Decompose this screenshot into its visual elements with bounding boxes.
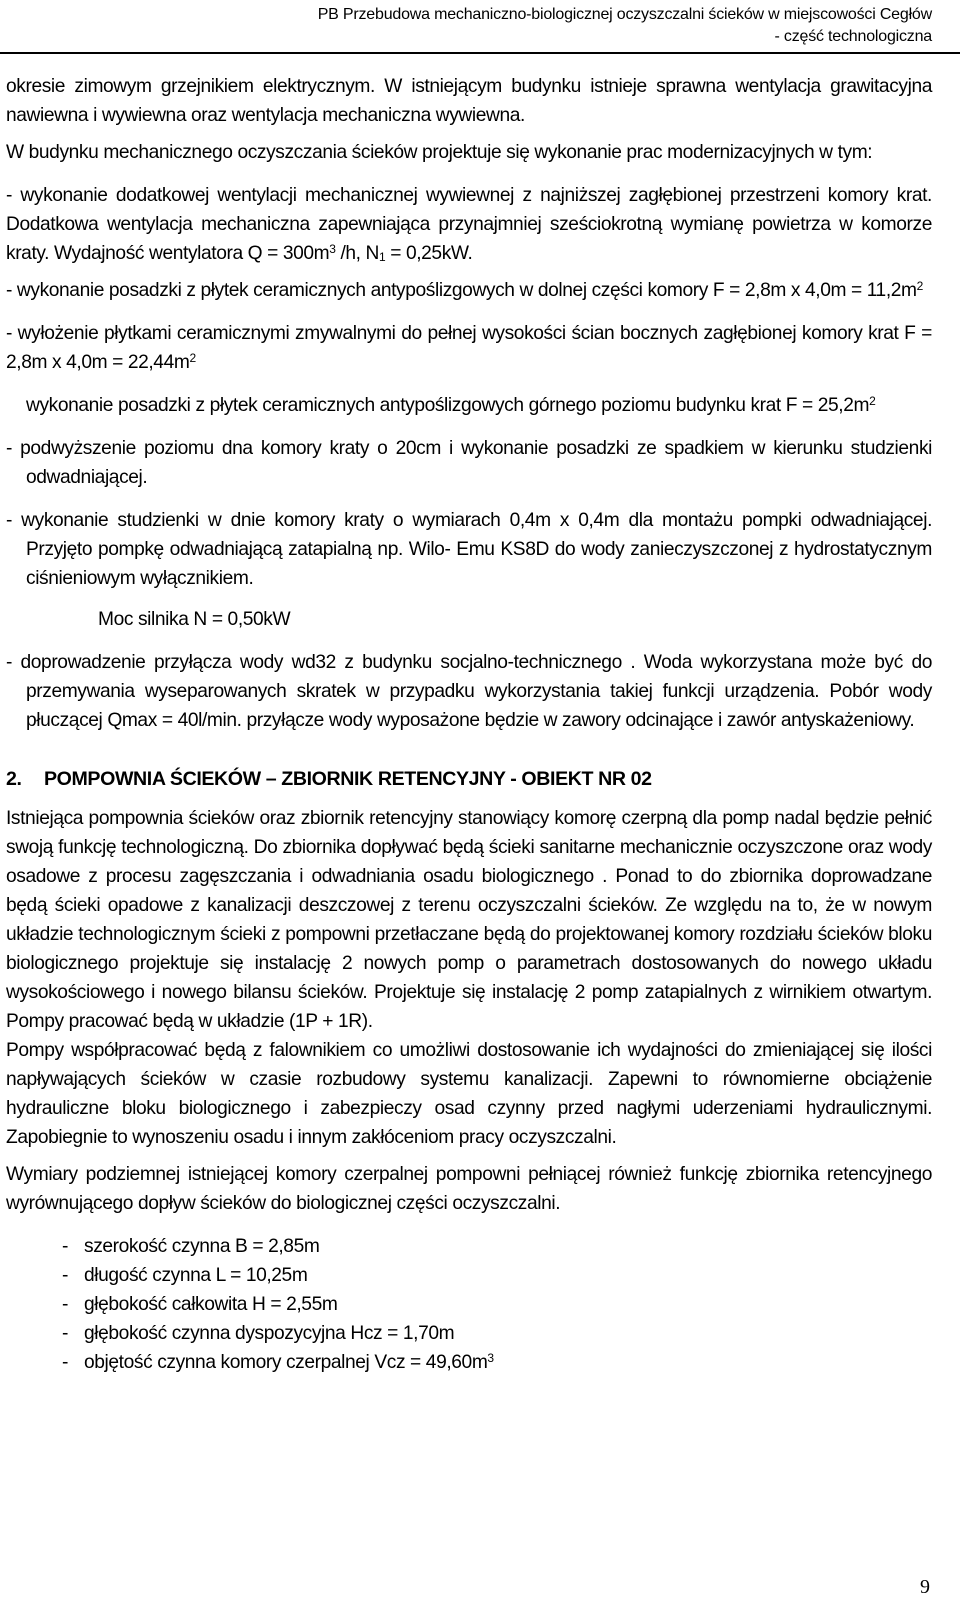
list-dash: - [62, 1236, 68, 1257]
item-walls-text: - wyłożenie płytkami ceramicznymi zmywalnymi do pełnej wysokości ścian bocznych zagłębionej komory krat F = 2,8m x 4,0m = 22,44m [6, 323, 932, 373]
page-header [318, 4, 932, 48]
item-raise-floor: - podwyższenie poziomu dna komory kraty o 20cm i wykonanie posadzki ze spadkiem w kierunku studzienki odwadniającej. [6, 438, 932, 488]
header-title: PB Przebudowa mechaniczno-biologicznej oczyszczalni ścieków w miejscowości Cegłów [317, 6, 932, 23]
item-water-connection: - doprowadzenie przyłącza wody wd32 z budynku socjalno-technicznego . Woda wykorzystana może być do przemywania wyseparowanych skratek w przypadku wykorzystania takiej funkcji urządzenia. Pobór wody płuczącej Qmax = 40l/min. przyłącze wody wyposażone będzie w zawory odcinające i zawór antyskażeniowy. [6, 652, 932, 731]
item-floor-lower [6, 276, 932, 305]
header-rule [0, 52, 960, 54]
superscript: 3 [329, 242, 336, 256]
section-heading [6, 765, 932, 794]
document-body [6, 72, 932, 1377]
list-dash: - [62, 1323, 68, 1344]
item-drain-well: - wykonanie studzienki w dnie komory kraty o wymiarach 0,4m x 0,4m dla montażu pompki odwadniającej. Przyjęto pompkę odwadniającą zatapialną np. Wilo- Emu KS8D do wody zanieczyszczonej z hydrostatycznym ciśnieniowym wyłącznikiem. [6, 510, 932, 589]
paragraph-dimensions-intro: Wymiary podziemnej istniejącej komory czerpalnej pompowni pełniącej również funkcję zbiornika retencyjnego wyrównującego dopływ ścieków do biologicznej części oczyszczalni. [6, 1164, 932, 1214]
paragraph-pump-station: Istniejąca pompownia ścieków oraz zbiornik retencyjny stanowiący komorę czerpną dla pomp nadal będzie pełnić swoją funkcję technologiczną. Do zbiornika dopływać będą ścieki sanitarne mechanicznie oczyszczone oraz wody osadowe z procesu zagęszczania i odwadniania osadu biologicznego . Ponad to do zbiornika doprowadzane będą ścieki opadowe z kanalizacji deszczowej z terenu oczyszczalni ścieków. Ze względu na to, że w nowym układzie technologicznym ścieki z pompowni przetłaczane będą do projektowanej komory rozdziału ścieków bloku biologicznego projektuje się instalację 2 nowych pomp o parametrach dostosowanych do nowego układu wysokościowego i nowego bilansu ścieków. Projektuje się instalację 2 pomp zatapialnych z wirnikiem otwartym. Pompy pracować będą w układzie (1P + 1R). [6, 808, 932, 1032]
list-item [62, 1290, 932, 1319]
paragraph-modernization: W budynku mechanicznego oczyszczania ścieków projektuje się wykonanie prac modernizacyjnych w tym: [6, 142, 873, 163]
item-ventilation-mid: /h, N [335, 243, 379, 264]
paragraph-intro: okresie zimowym grzejnikiem elektrycznym. W istniejącym budynku istnieje sprawna wentylacja grawitacyjna nawiewna i wywiewna oraz wentylacja mechaniczna wywiewna. [6, 76, 932, 126]
superscript: 2 [189, 351, 196, 365]
superscript: 3 [487, 1351, 494, 1365]
item-floor-upper-text: wykonanie posadzki z płytek ceramicznych antypoślizgowych górnego poziomu budynku krat F = 25,2m [26, 395, 870, 416]
section-title: POMPOWNIA ŚCIEKÓW – ZBIORNIK RETENCYJNY - OBIEKT NR 02 [44, 768, 652, 790]
list-item-text: głębokość czynna dyspozycyjna Hcz = 1,70m [84, 1323, 455, 1344]
superscript: 2 [916, 279, 923, 293]
item-ventilation-tail: = 0,25kW. [385, 243, 473, 264]
paragraph-frequency-converter: Pompy współpracować będą z falownikiem co umożliwi dostosowanie ich wydajności do zmieniającej się ilości napływających ścieków w czasie rozbudowy systemu kanalizacji. Zapewni to równomierne obciążenie hydrauliczne bloku biologicznego i zabezpieczy osad czynny przed nagłymi uderzeniami hydraulicznymi. Zapobiegnie to wynoszeniu osadu i innym zakłóceniom pracy oczyszczalni. [6, 1040, 932, 1148]
list-item [62, 1261, 932, 1290]
superscript: 2 [869, 394, 876, 408]
item-ventilation [6, 181, 932, 268]
dimensions-list [6, 1232, 932, 1377]
motor-power: Moc silnika N = 0,50kW [98, 609, 291, 630]
header-subtitle: - część technologiczna [774, 28, 932, 45]
list-dash: - [62, 1294, 68, 1315]
item-floor-upper [6, 391, 932, 420]
subscript: 1 [379, 250, 386, 264]
list-item-text: objętość czynna komory czerpalnej Vcz = 49,60m [84, 1352, 488, 1373]
list-item [62, 1348, 932, 1377]
section-number: 2. [6, 768, 22, 790]
item-floor-lower-text: - wykonanie posadzki z płytek ceramicznych antypoślizgowych w dolnej części komory F = 2,8m x 4,0m = 11,2m [6, 280, 917, 301]
list-item [62, 1319, 932, 1348]
list-dash: - [62, 1265, 68, 1286]
list-item-text: szerokość czynna B = 2,85m [84, 1236, 320, 1257]
page-number: 9 [920, 1576, 930, 1598]
item-ventilation-text: - wykonanie dodatkowej wentylacji mechanicznej wywiewnej z najniższej zagłębionej przestrzeni komory krat. Dodatkowa wentylacja mechaniczna zapewniająca przynajmniej sześciokrotną wymianę powietrza w komorze kraty. Wydajność wentylatora Q = 300m [6, 185, 932, 264]
item-walls [6, 319, 932, 377]
list-dash: - [62, 1352, 68, 1373]
list-item [62, 1232, 932, 1261]
list-item-text: długość czynna L = 10,25m [84, 1265, 308, 1286]
list-item-text: głębokość całkowita H = 2,55m [84, 1294, 338, 1315]
